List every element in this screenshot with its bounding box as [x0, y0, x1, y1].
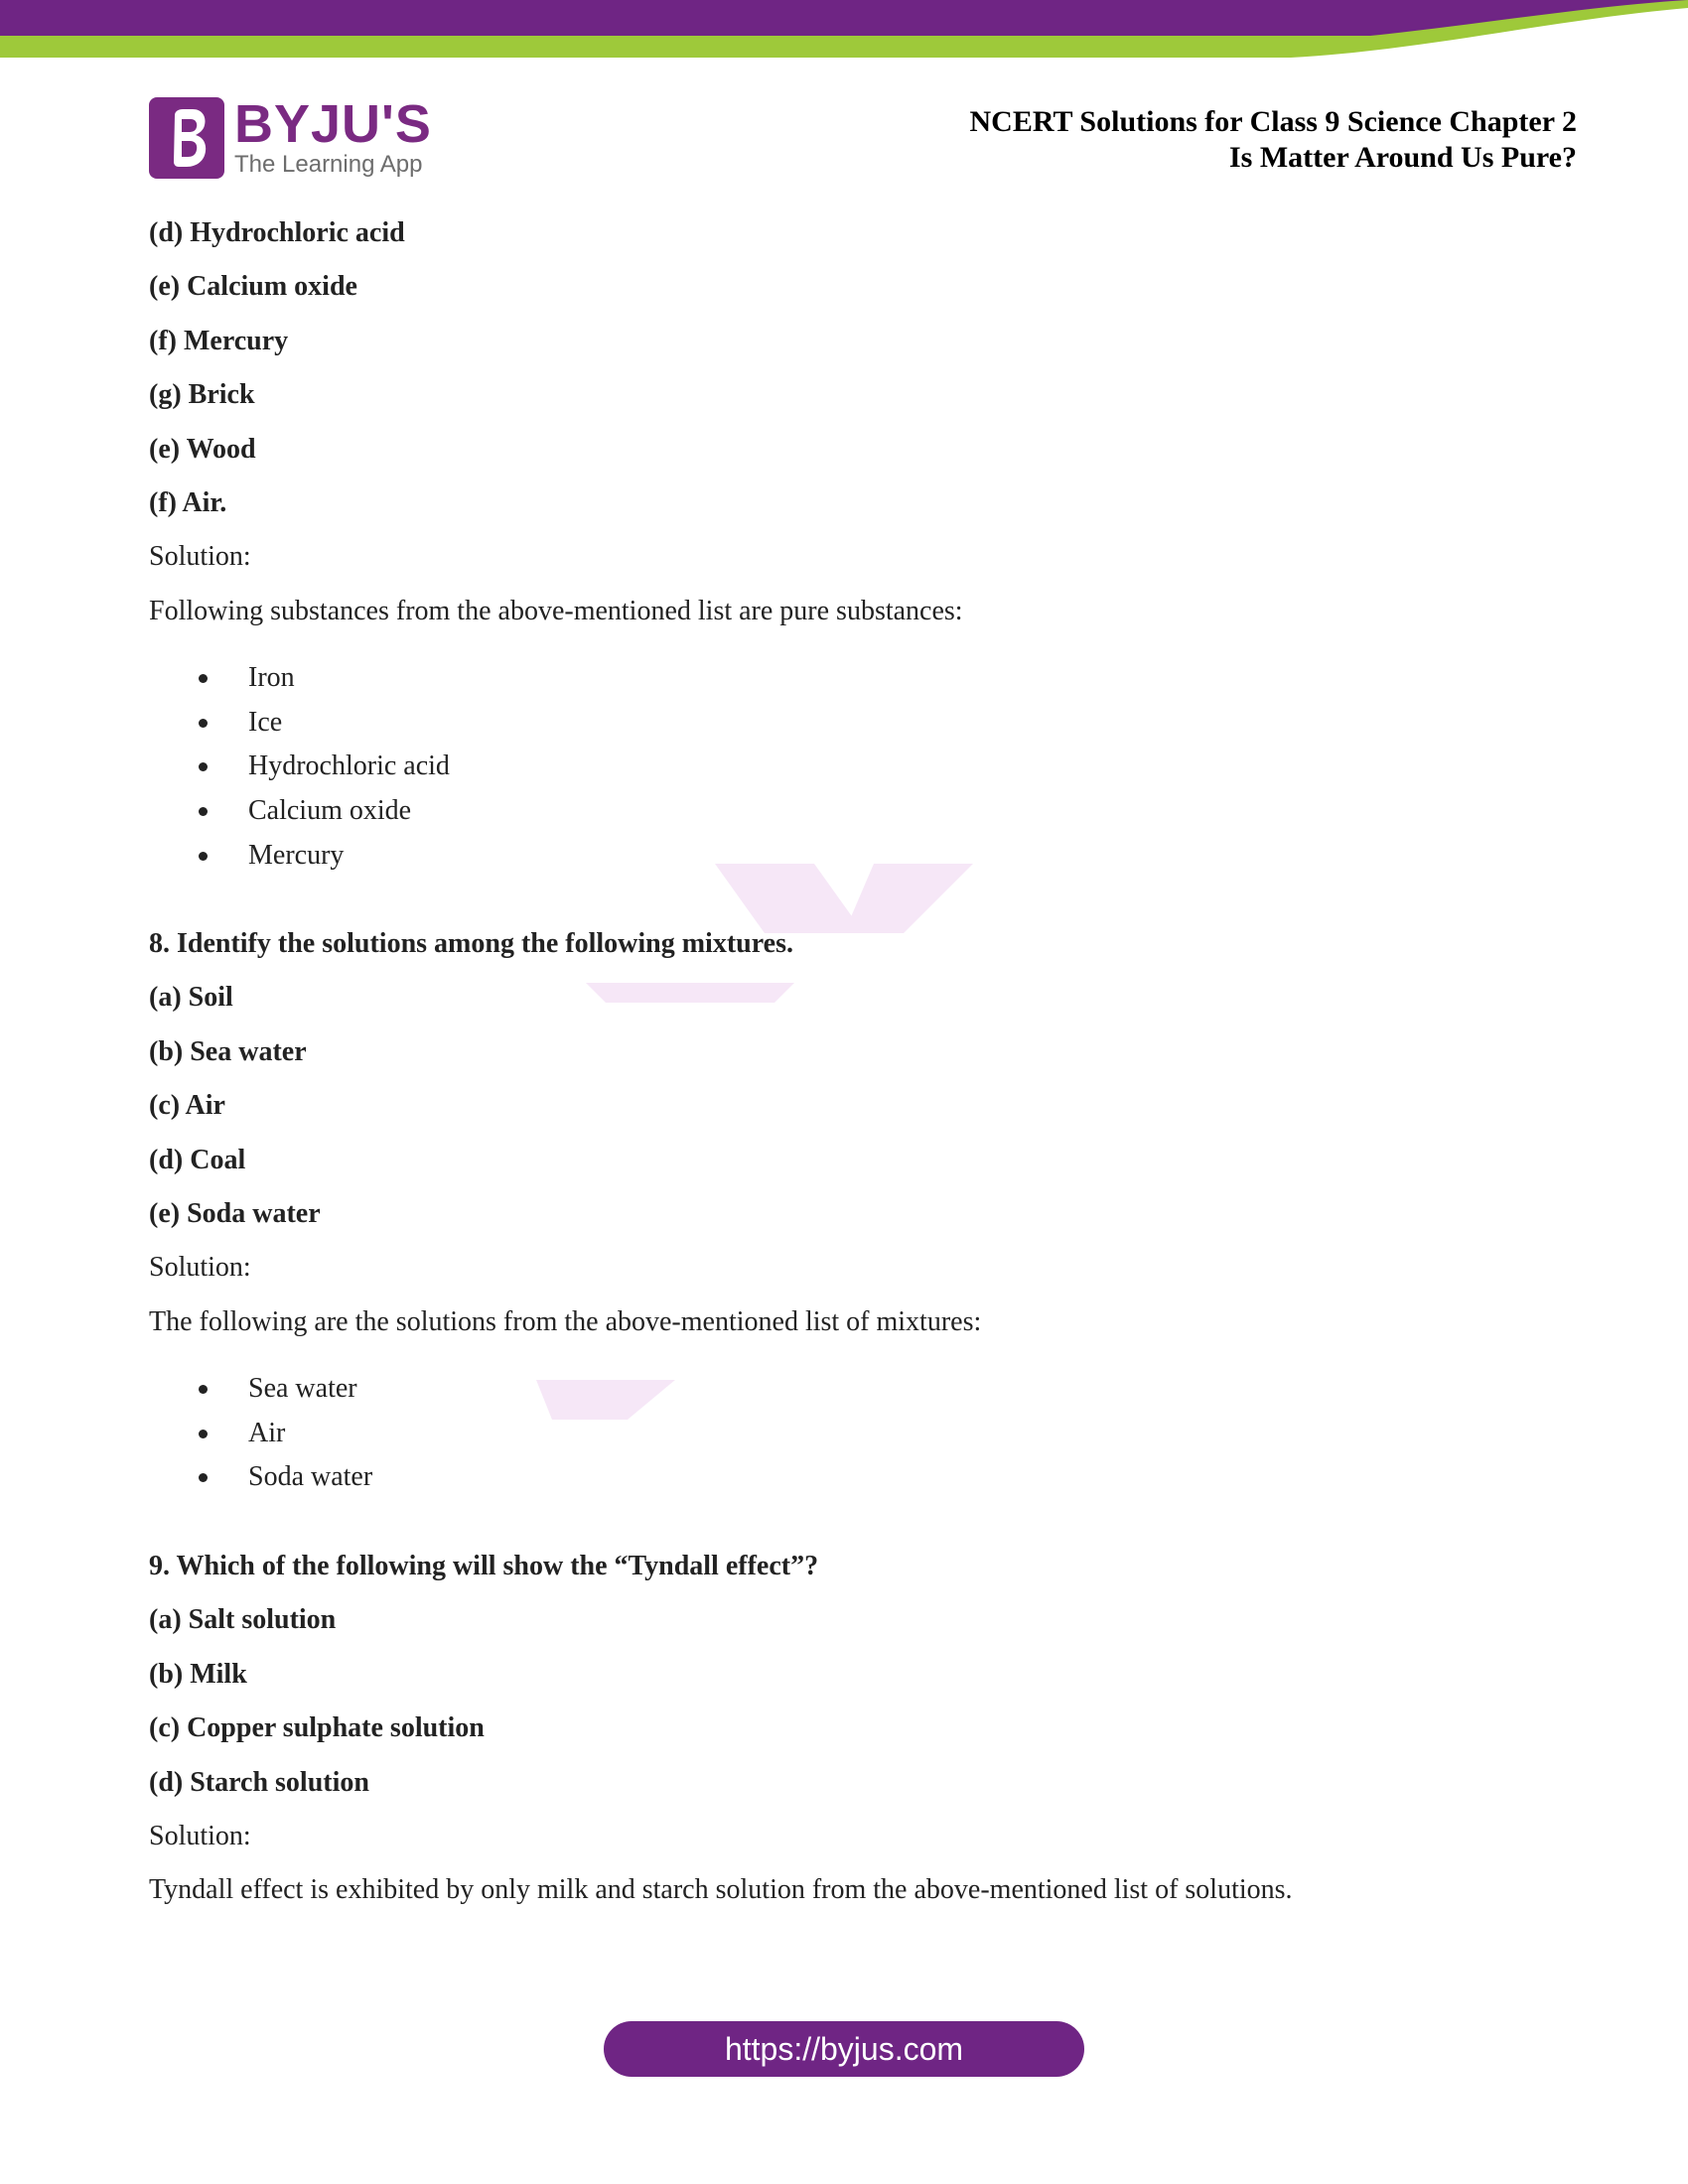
list-item-text: Soda water: [248, 1461, 373, 1493]
q8-option: (b) Sea water: [149, 1035, 307, 1067]
list-item-text: Air: [248, 1417, 286, 1448]
q9-question: 9. Which of the following will show the “Tyndall effect”?: [149, 1551, 819, 1581]
list-item: [149, 745, 1559, 789]
bullet-icon: [199, 1385, 208, 1394]
list-item: [149, 1412, 1559, 1456]
q8-answer-intro: The following are the solutions from the above-mentioned list of mixtures:: [149, 1305, 982, 1337]
bullet-icon: [199, 762, 208, 771]
q8-option: (d) Coal: [149, 1144, 246, 1175]
byjus-logo-mark: [149, 97, 224, 179]
page-title: [970, 104, 1578, 176]
bullet-icon: [199, 807, 208, 816]
q7-option: (e) Calcium oxide: [149, 271, 357, 303]
question-7-section: [149, 206, 1559, 878]
list-item-text: Ice: [248, 706, 283, 738]
list-item: [149, 789, 1559, 834]
solution-label: Solution:: [149, 1252, 251, 1284]
page-title-line1: NCERT Solutions for Class 9 Science Chapter 2: [969, 105, 1577, 138]
q7-answer-list: [149, 656, 1559, 878]
list-item-text: Hydrochloric acid: [248, 751, 450, 782]
list-item: [149, 1455, 1559, 1500]
q8-question: 8. Identify the solutions among the following mixtures.: [149, 928, 793, 960]
question-9-section: [149, 1540, 1559, 1918]
question-8-section: [149, 917, 1559, 1500]
q7-option: (g) Brick: [149, 379, 255, 411]
list-item-text: Mercury: [248, 839, 345, 871]
bullet-icon: [199, 852, 208, 861]
list-item-text: Calcium oxide: [248, 794, 412, 826]
byjus-logo: [149, 95, 437, 179]
solution-label: Solution:: [149, 541, 251, 573]
page-title-line2: Is Matter Around Us Pure?: [1228, 141, 1577, 174]
list-item: [149, 834, 1559, 879]
solution-label: Solution:: [149, 1820, 251, 1851]
document-body: [149, 206, 1559, 1918]
brand-tagline: The Learning App: [234, 151, 423, 178]
bullet-icon: [199, 1430, 208, 1438]
q8-option: (e) Soda water: [149, 1198, 321, 1230]
q8-option: (a) Soil: [149, 982, 233, 1014]
list-item-text: Sea water: [248, 1373, 357, 1405]
list-item: [149, 1367, 1559, 1412]
q7-option: (f) Air.: [149, 486, 227, 518]
header-band: [0, 0, 1688, 64]
q9-option: (b) Milk: [149, 1658, 247, 1690]
q7-option: (d) Hydrochloric acid: [149, 217, 405, 248]
footer-url-link[interactable]: https://byjus.com: [604, 2021, 1084, 2077]
q9-option: (a) Salt solution: [149, 1604, 337, 1636]
list-item: [149, 701, 1559, 746]
bullet-icon: [199, 1473, 208, 1482]
list-item-text: Iron: [248, 662, 295, 694]
q9-option: (d) Starch solution: [149, 1766, 369, 1798]
q7-option: (f) Mercury: [149, 325, 289, 356]
q8-option: (c) Air: [149, 1090, 225, 1122]
list-item: [149, 656, 1559, 701]
q8-answer-list: [149, 1367, 1559, 1500]
q9-option: (c) Copper sulphate solution: [149, 1712, 485, 1744]
bullet-icon: [199, 719, 208, 728]
q7-option: (e) Wood: [149, 433, 256, 465]
q7-answer-intro: Following substances from the above-mentioned list are pure substances:: [149, 595, 963, 626]
bullet-icon: [199, 674, 208, 683]
q9-answer: Tyndall effect is exhibited by only milk and starch solution from the above-mentioned list of solutions.: [149, 1874, 1293, 1906]
brand-name: BYJU'S: [234, 94, 432, 154]
